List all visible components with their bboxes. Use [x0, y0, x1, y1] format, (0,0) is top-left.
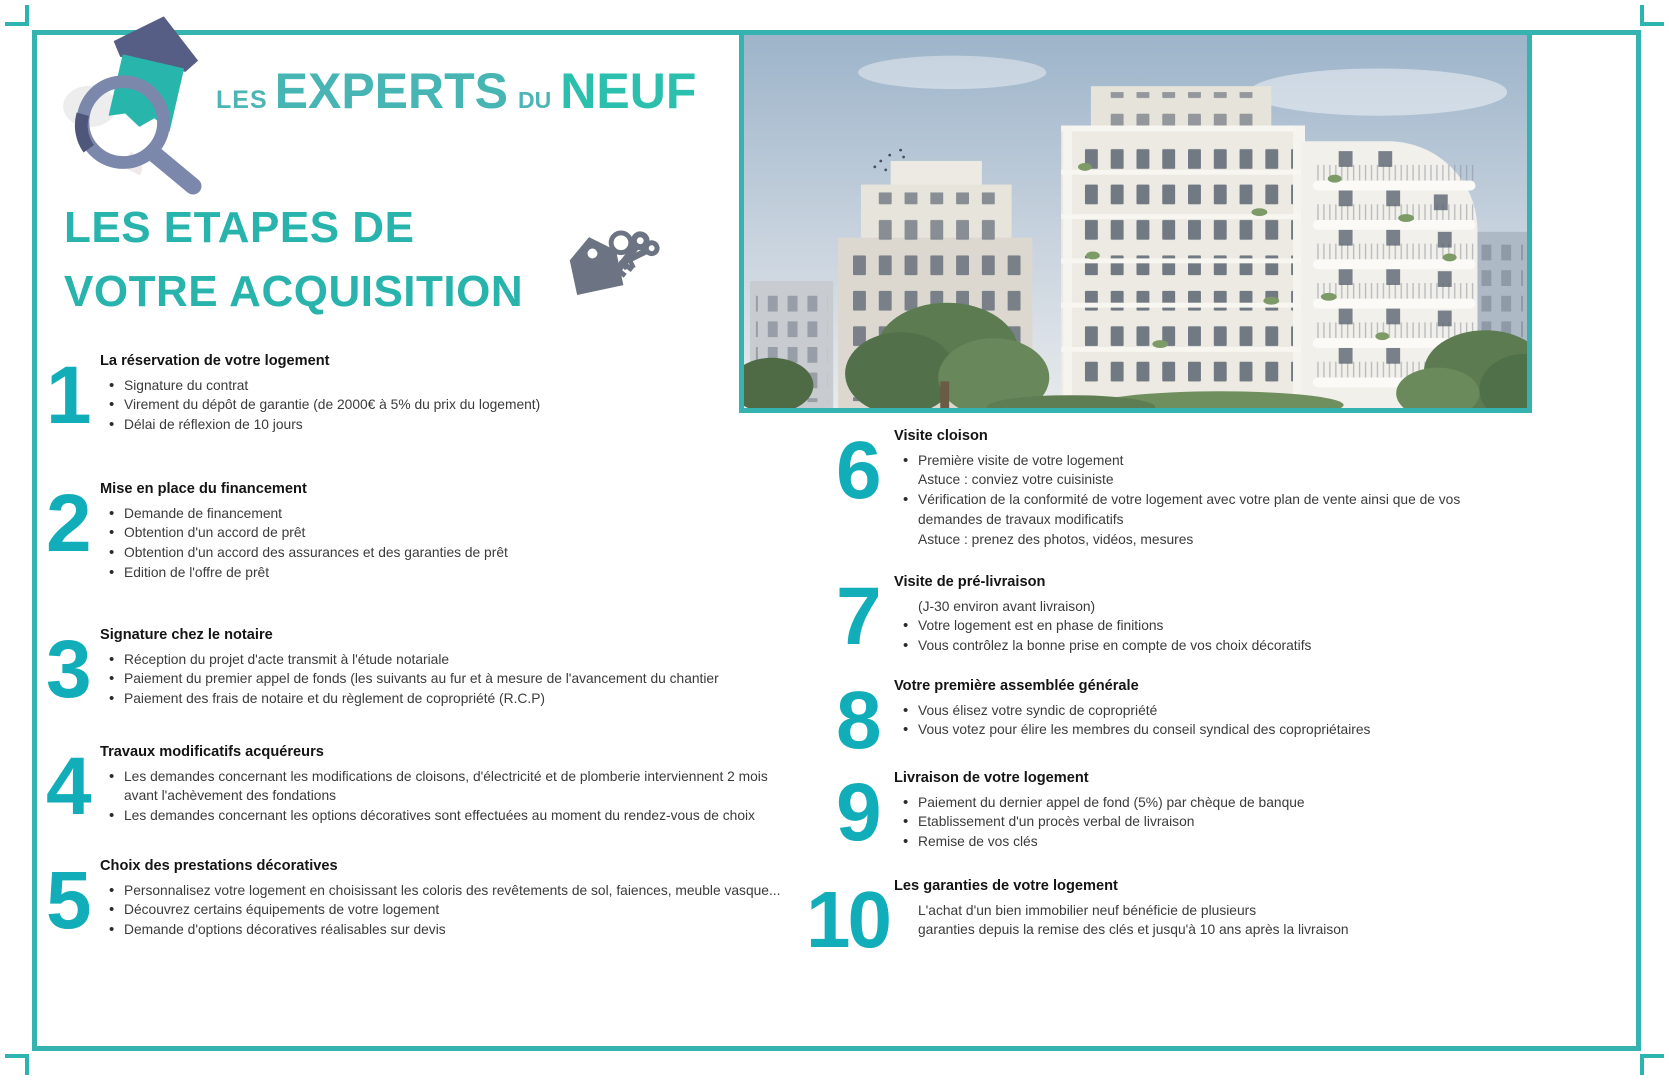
step-item	[894, 636, 1516, 656]
corner-mark-bottom-right	[1640, 1054, 1664, 1075]
step-item-text: Vérification de la conformité de votre logement avec votre plan de vente ainsi que de vos demandes de travaux modificatifs	[918, 492, 1461, 527]
step-5-number: 5	[46, 855, 89, 946]
step-item	[894, 616, 1516, 636]
brand-word-experts: EXPERTS	[274, 63, 509, 119]
step-10-number: 10	[806, 875, 889, 964]
step-8-title: Votre première assemblée générale	[894, 678, 1139, 694]
brand-word-neuf: NEUF	[560, 63, 697, 119]
step-item-text: Délai de réflexion de 10 jours	[124, 417, 303, 433]
step-2-number: 2	[46, 478, 89, 569]
step-10-title: Les garanties de votre logement	[894, 878, 1118, 894]
step-9	[836, 767, 1516, 858]
step-item	[100, 669, 794, 689]
step-9-title: Livraison de votre logement	[894, 770, 1089, 786]
step-item-text: Les demandes concernant les options décoratives sont effectuées au moment du rendez-vous de choix	[124, 808, 755, 824]
step-item	[894, 490, 1516, 549]
step-item	[894, 451, 1516, 490]
page-title	[64, 196, 523, 324]
step-item-text: Vous votez pour élire les membres du conseil syndical des copropriétaires	[918, 722, 1371, 738]
step-5-title: Choix des prestations décoratives	[100, 858, 338, 874]
step-8	[836, 675, 1516, 766]
step-item-text: Personnalisez votre logement en choisissant les coloris des revêtements de sol, faiences, meuble vasque...	[124, 882, 781, 898]
page-title-line-2: VOTRE ACQUISITION	[64, 266, 524, 316]
step-item-tip: Astuce : conviez votre cuisiniste	[918, 472, 1114, 488]
step-item	[894, 793, 1516, 813]
step-item-text: Réception du projet d'acte transmit à l'étude notariale	[124, 651, 450, 667]
step-item	[894, 812, 1516, 832]
step-item	[894, 597, 1516, 617]
step-item-text: Edition de l'offre de prêt	[124, 564, 270, 580]
step-item	[100, 395, 794, 415]
step-item	[100, 415, 794, 435]
step-6-number: 6	[836, 425, 879, 516]
step-item-text: L'achat d'un bien immobilier neuf bénéficie de plusieurs	[918, 902, 1257, 918]
step-item-text: Les demandes concernant les modifications de cloisons, d'électricité et de plomberie interviennent 2 mois avant l'achèvement des fondations	[124, 768, 768, 804]
corner-mark-top-left	[5, 5, 29, 26]
step-item-text: garanties depuis la remise des clés et jusqu'à 10 ans après la livraison	[918, 922, 1349, 938]
step-item	[100, 563, 794, 583]
step-item	[894, 901, 1516, 921]
corner-mark-bottom-left	[5, 1054, 29, 1075]
step-item-text: Votre logement est en phase de finitions	[918, 618, 1164, 634]
step-item-text: Paiement du premier appel de fonds (les suivants au fur et à mesure de l'avancement du chantier	[124, 671, 719, 687]
step-10	[806, 875, 1516, 964]
step-item	[100, 900, 794, 920]
step-item-text: Demande d'options décoratives réalisables sur devis	[124, 922, 446, 938]
step-item	[100, 376, 794, 396]
step-item	[100, 650, 794, 670]
step-item-text: Remise de vos clés	[918, 834, 1038, 850]
step-item-tip: Astuce : prenez des photos, vidéos, mesures	[918, 531, 1194, 547]
step-item-text: Etablissement d'un procès verbal de livraison	[918, 814, 1195, 830]
step-1	[46, 350, 794, 441]
step-6	[836, 427, 1516, 549]
step-item-text: Paiement des frais de notaire et du règlement de copropriété (R.C.P)	[124, 691, 546, 707]
step-item-text: (J-30 environ avant livraison)	[918, 598, 1096, 614]
step-6-title: Visite cloison	[894, 428, 988, 444]
corner-mark-top-right	[1640, 5, 1664, 26]
step-item-text: Découvrez certains équipements de votre logement	[124, 902, 440, 918]
step-item	[100, 689, 794, 709]
step-9-number: 9	[836, 767, 879, 858]
brand-wordmark	[216, 62, 696, 120]
step-4-number: 4	[46, 741, 89, 832]
step-3-title: Signature chez le notaire	[100, 627, 273, 643]
step-item-text: Paiement du dernier appel de fond (5%) par chèque de banque	[918, 794, 1305, 810]
step-item	[894, 832, 1516, 852]
step-item-text: Vous élisez votre syndic de copropriété	[918, 702, 1158, 718]
page-title-line-1: LES ETAPES DE	[64, 203, 415, 252]
brand-word-du: DU	[518, 87, 552, 113]
step-2	[46, 480, 794, 583]
step-7-title: Visite de pré-livraison	[894, 574, 1046, 590]
step-3	[46, 624, 794, 715]
step-item-text: Obtention d'un accord de prêt	[124, 525, 306, 541]
house-magnifier-icon	[52, 4, 220, 196]
step-2-title: Mise en place du financement	[100, 481, 307, 497]
step-item	[100, 806, 794, 826]
step-item-text: Vous contrôlez la bonne prise en compte de vos choix décoratifs	[918, 638, 1312, 654]
step-item	[100, 920, 794, 940]
building-photo	[739, 30, 1532, 413]
step-item-text: Première visite de votre logement	[918, 452, 1124, 468]
step-item	[100, 881, 794, 901]
step-item-text: Obtention d'un accord des assurances et des garanties de prêt	[124, 545, 508, 561]
step-7	[836, 571, 1516, 662]
step-item	[894, 920, 1516, 940]
step-item	[100, 523, 794, 543]
step-item-text: Demande de financement	[124, 505, 282, 521]
step-1-number: 1	[46, 350, 89, 441]
step-8-number: 8	[836, 675, 879, 766]
step-item-text: Signature du contrat	[124, 377, 249, 393]
step-item	[894, 720, 1516, 740]
step-item	[100, 504, 794, 524]
step-item-text: Virement du dépôt de garantie (de 2000€ à 5% du prix du logement)	[124, 397, 541, 413]
step-item	[100, 767, 794, 806]
step-item	[100, 543, 794, 563]
step-3-number: 3	[46, 624, 89, 715]
house-keys-icon	[556, 218, 684, 302]
step-1-title: La réservation de votre logement	[100, 353, 330, 369]
step-7-number: 7	[836, 571, 879, 662]
brand-word-les: LES	[216, 86, 268, 114]
step-item	[894, 701, 1516, 721]
step-5	[46, 855, 794, 946]
step-4-title: Travaux modificatifs acquéreurs	[100, 744, 324, 760]
step-4	[46, 741, 794, 832]
